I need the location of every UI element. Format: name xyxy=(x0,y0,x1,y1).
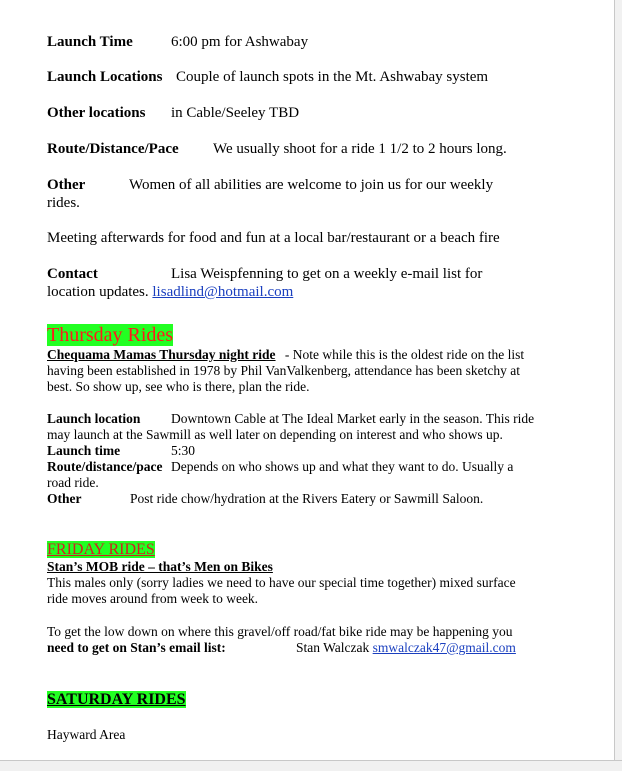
launch-locations-label: Launch Locations xyxy=(47,69,163,85)
launch-time-row xyxy=(47,33,309,51)
thursday-launch-location-continued: may launch at the Sawmill as well later on depending on interest and who shows up. xyxy=(47,427,503,442)
window-edge-right xyxy=(614,0,622,770)
other-value-continued: rides. xyxy=(47,195,80,211)
thursday-ride-desc-2: having been established in 1978 by Phil VanValkenberg, attendance has been sketchy at xyxy=(47,363,521,378)
thursday-other-row xyxy=(47,491,484,507)
contact-value: Lisa Weispfenning to get on a weekly e-mail list for xyxy=(171,266,483,282)
thursday-route-continued: road ride. xyxy=(47,475,99,490)
thursday-launch-location-row xyxy=(47,411,535,427)
contact-row-continued xyxy=(47,283,293,301)
route-value: We usually shoot for a ride 1 1/2 to 2 hours long. xyxy=(213,141,507,157)
thursday-launch-time-value: 5:30 xyxy=(171,443,196,458)
contact-row xyxy=(47,265,483,283)
friday-ride-title xyxy=(47,559,273,575)
friday-contact xyxy=(296,640,516,656)
window-edge-bottom xyxy=(0,760,622,771)
saturday-heading: SATURDAY RIDES xyxy=(47,691,186,708)
thursday-route-label: Route/distance/pace xyxy=(47,459,163,474)
other-locations-label: Other locations xyxy=(47,105,146,121)
launch-time-value: 6:00 pm for Ashwabay xyxy=(171,34,309,50)
friday-desc-2: ride moves around from week to week. xyxy=(47,591,259,606)
contact-value-continued: location updates. xyxy=(47,284,149,300)
thursday-route-row xyxy=(47,459,514,475)
thursday-ride-desc-3: best. So show up, see who is there, plan the ride. xyxy=(47,379,310,394)
launch-locations-row xyxy=(47,68,489,86)
friday-contact-email-link[interactable]: smwalczak47@gmail.com xyxy=(372,640,516,655)
friday-contact-name: Stan Walczak xyxy=(296,640,370,655)
thursday-ride-title: Chequama Mamas Thursday night ride xyxy=(47,347,276,362)
thursday-other-label: Other xyxy=(47,491,82,506)
friday-desc-1: This males only (sorry ladies we need to have our special time together) mixed surface xyxy=(47,575,516,590)
launch-locations-value: Couple of launch spots in the Mt. Ashwabay system xyxy=(176,69,489,85)
friday-heading: FRIDAY RIDES xyxy=(47,541,155,558)
saturday-area: Hayward Area xyxy=(47,727,126,742)
other-locations-value: in Cable/Seeley TBD xyxy=(171,105,300,121)
contact-label: Contact xyxy=(47,266,98,282)
friday-ride-title-text: Stan’s MOB ride – that’s Men on Bikes xyxy=(47,559,273,574)
friday-heading-row xyxy=(47,540,155,559)
other-label: Other xyxy=(47,177,86,193)
meeting-text: Meeting afterwards for food and fun at a local bar/restaurant or a beach fire xyxy=(47,230,500,246)
friday-lowdown-1: To get the low down on where this gravel/off road/fat bike ride may be happening you xyxy=(47,624,513,639)
thursday-launch-location-label: Launch location xyxy=(47,411,141,426)
thursday-heading: Thursday Rides xyxy=(47,324,174,346)
thursday-launch-time-row xyxy=(47,443,196,459)
thursday-heading-row xyxy=(47,324,173,346)
thursday-launch-location-value: Downtown Cable at The Ideal Market early in the season. This ride xyxy=(171,411,535,426)
other-row xyxy=(47,176,494,194)
contact-email-link[interactable]: lisadlind@hotmail.com xyxy=(152,284,294,300)
other-locations-row xyxy=(47,104,300,122)
thursday-other-value: Post ride chow/hydration at the Rivers Eatery or Sawmill Saloon. xyxy=(130,491,484,506)
saturday-heading-row xyxy=(47,690,186,709)
thursday-ride-row xyxy=(47,347,524,363)
thursday-route-value: Depends on who shows up and what they want to do. Usually a xyxy=(171,459,514,474)
launch-time-label: Launch Time xyxy=(47,34,133,50)
thursday-launch-time-label: Launch time xyxy=(47,443,121,458)
friday-contact-row xyxy=(47,640,516,656)
thursday-ride-desc: - Note while this is the oldest ride on the list xyxy=(284,347,525,362)
friday-lowdown-bold: need to get on Stan’s email list: xyxy=(47,640,226,655)
other-value: Women of all abilities are welcome to join us for our weekly xyxy=(129,177,494,193)
route-row xyxy=(47,140,507,158)
route-label: Route/Distance/Pace xyxy=(47,141,179,157)
